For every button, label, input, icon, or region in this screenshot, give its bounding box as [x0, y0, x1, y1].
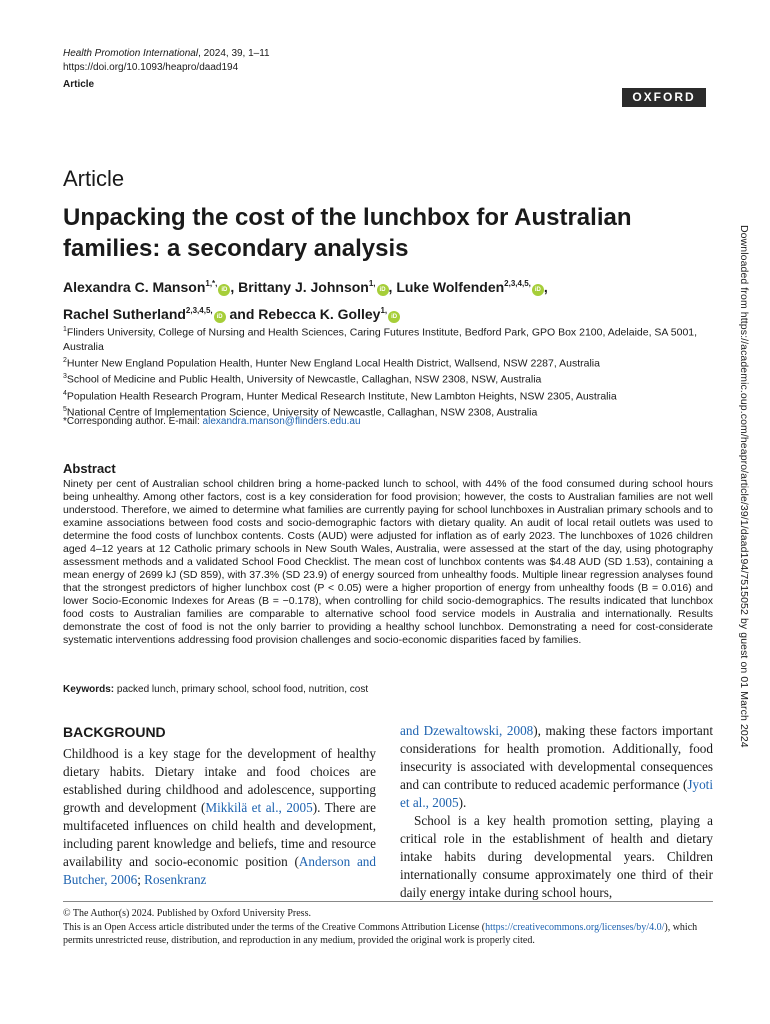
author-name: Brittany J. Johnson — [238, 279, 369, 295]
citation-link[interactable]: Rosenkranz — [144, 872, 207, 887]
orcid-icon[interactable]: iD — [218, 284, 230, 296]
orcid-icon[interactable]: iD — [532, 284, 544, 296]
corresponding-author: *Corresponding author. E-mail: alexandra.manson@flinders.edu.au — [63, 416, 361, 427]
affiliation-list — [63, 323, 713, 420]
citation-link[interactable]: and Dzewaltowski, 2008 — [400, 723, 534, 738]
footer-divider — [63, 901, 713, 902]
license-line: This is an Open Access article distributed under the terms of the Creative Commons Attribution License (https://creativecommons.org/licenses/by/4.0/), which permits unrestricted reuse, distribution, and reproduction in any medium, provided the original work is properly cited. — [63, 921, 698, 946]
body-column-right: and Dzewaltowski, 2008), making these factors important considerations for health promotion. Additionally, food insecurity is associated with developmental consequences and can contribute to reduced academic performance (Jyoti et al., 2005). School is a key health promotion setting, playing a critical role in the establishment of health and dietary intake habits during developmental years. Children internationally consume approximately one third of their daily energy intake during school hours, — [400, 723, 714, 900]
affiliation-item: $^4$Population Health Research Program, Hunter Medical Research Institute, New Lambton Heights, NSW 2305, Australia — [63, 389, 617, 402]
citation-link[interactable]: Anderson and Butcher, 2006 — [63, 854, 376, 887]
author-affil-sup: 2,3,4,5, — [185, 306, 213, 315]
keywords: Keywords: packed lunch, primary school, school food, nutrition, cost — [63, 684, 369, 695]
background-heading: BACKGROUND — [63, 724, 166, 740]
author-name: Alexandra C. Manson — [63, 279, 206, 295]
license-footer — [63, 907, 713, 948]
license-link[interactable]: https://creativecommons.org/licenses/by/4.0/ — [485, 921, 665, 933]
orcid-icon[interactable]: iD — [388, 311, 400, 323]
oxford-logo: OXFORD — [622, 88, 706, 107]
author-name: Rachel Sutherland — [63, 306, 186, 322]
affiliation-item: $^5$National Centre of Implementation Science, University of Newcastle, Callaghan, NSW 2308, Australia — [63, 406, 538, 419]
author-name: Rebecca K. Golley — [258, 306, 381, 322]
abstract-heading: Abstract — [63, 461, 116, 476]
affiliation-item: $^1$Flinders University, College of Nursing and Health Sciences, Caring Futures Institute, Bedford Park, GPO Box 2100, Adelaide, SA 5001, Australia — [63, 326, 698, 353]
author-affil-sup: 1, — [380, 306, 388, 315]
article-type-label: Article — [63, 79, 95, 90]
author-affil-sup: 1, — [368, 279, 376, 288]
citation-link[interactable]: Mikkilä et al., 2005 — [205, 800, 313, 815]
journal-name: Health Promotion International — [63, 48, 199, 59]
article-heading: Article — [63, 166, 125, 191]
orcid-icon[interactable]: iD — [377, 284, 389, 296]
orcid-icon[interactable]: iD — [214, 311, 226, 323]
journal-volume: , 2024, 39, 1–11 — [198, 48, 270, 59]
citation-link[interactable]: Jyoti et al., 2005 — [400, 777, 713, 810]
author-affil-sup: 1,*, — [205, 279, 218, 288]
author-list: Alexandra C. Manson$^{1,*,}$iD , Brittany J. Johnson$^{1,}$iD , Luke Wolfenden$^{2,3,4,5,}$iD , Rachel Sutherland$^{2,3,4,5,}$iD and Rebecca K. Golley$^{1,}$iD — [63, 279, 548, 322]
affiliation-item: $^2$Hunter New England Population Health, Hunter New England Local Health District, Wallsend, NSW 2287, Australia — [63, 356, 600, 369]
author-name: Luke Wolfenden — [396, 279, 505, 295]
copyright-line: © The Author(s) 2024. Published by Oxford University Press. — [63, 908, 311, 919]
journal-citation — [63, 47, 270, 60]
abstract-text: Ninety per cent of Australian school children bring a home-packed lunch to school, with 44% of the food consumed during school hours being unhealthy. Among other factors, cost is a key consideration for food provision; however, the costs to Australian families are not well understood. Therefore, we aimed to determine what families are currently paying for school lunchboxes in Australian primary schools and to examine associations between food costs and socio-demographic factors with dietary quality. An audit of local retail outlets was used to determine the food costs of lunchbox contents. Costs (AUD) were adjusted for inflation as of early 2023. The lunchboxes of 1026 children aged 4–12 years at 12 Catholic primary schools in New South Wales, Australia, were assessed at the start of the day, using photography assessment methods and a validated School Food Checklist. The mean cost of lunchbox contents was $4.48 AUD (SD 1.53), containing a mean energy of 2699 kJ (SD 859), with 37.3% (SD 23.9) of energy sourced from unhealthy foods. Multiple linear regression analyses found that the strongest predictors of higher lunchbox cost (P < 0.05) were a higher proportion of energy from unhealthy foods (B = 0.016) and lower Socio-Economic Indexes for Areas (B = −0.178), when controlling for child socio-demographics. The results indicated that lunchbox food costs to Australian families are comparable to alternative school food service models in Australia and internationally. Results demonstrate the cost of food is not the only barrier to providing a healthy school lunchbox. Demonstrating a need for cost-considerate systematic interventions addressing food provision challenges and socio-economic disparities faced by families. — [63, 478, 713, 646]
email-link[interactable]: alexandra.manson@flinders.edu.au — [202, 416, 361, 427]
download-watermark: Downloaded from https://academic.oup.com/heapro/article/39/1/daad194/7515052 by guest on 01 March 2024 — [738, 225, 750, 748]
author-affil-sup: 2,3,4,5, — [504, 279, 531, 288]
body-column-left: Childhood is a key stage for the development of healthy dietary habits. Dietary intake and food choices are established during childhood and adolescence, supporting growth and development (Mikkilä et al., 2005). There are multifaceted influences on child health and development, including parent knowledge and beliefs, time and resource availability and socio-economic position (Anderson and Butcher, 2006; Rosenkranz — [63, 746, 377, 887]
affiliation-item: $^3$School of Medicine and Public Health, University of Newcastle, Callaghan, NSW 2308, NSW, Australia — [63, 373, 542, 386]
doi-link[interactable]: https://doi.org/10.1093/heapro/daad194 — [63, 62, 239, 73]
paper-title: Unpacking the cost of the lunchbox for Australian families: a secondary analysis — [63, 204, 632, 262]
